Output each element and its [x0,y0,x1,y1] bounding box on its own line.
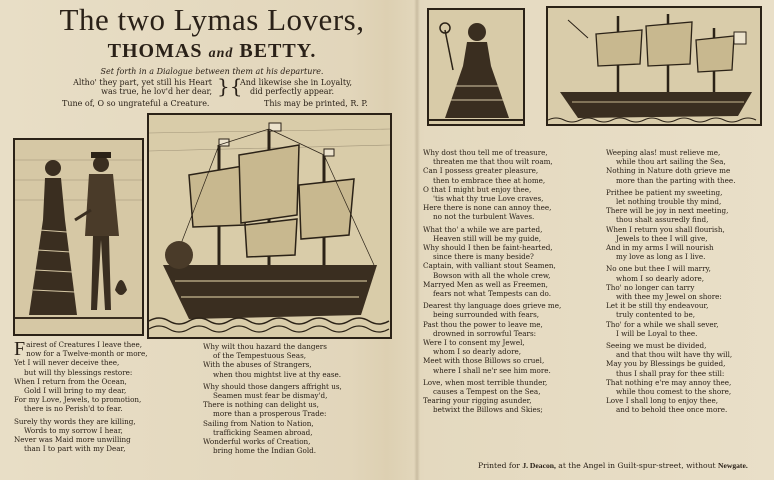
woodcut-ship-large [147,113,392,339]
verse-line: Seamen must fear be dismay'd, [213,391,328,401]
verse-line: Bowson with all the whole crew, [433,270,551,280]
argument-left [62,78,212,96]
verse-line: bring home the Indian Gold. [213,446,317,456]
verse-line: betwixt the Billows and Skies; [433,405,543,415]
argument-right-line: And likewise she in Loyalty, [240,78,353,87]
verse-column-2 [203,342,342,458]
verse-line: Never was Maid more unwilling [14,435,131,445]
argument-right [240,78,400,96]
imprint-prefix: Printed for [478,461,520,470]
imprint-printer: J. Deacon, [522,461,556,470]
verse-line: Sailing from Nation to Nation, [203,418,314,428]
subtitle-name-thomas: THOMAS [107,40,203,62]
verse-line: Tearing your rigging asunder, [423,396,532,406]
lady-illustration [429,10,523,124]
verse-line: let nothing trouble thy mind, [616,197,722,207]
verse-line: Were I to consent my Jewel, [423,338,525,348]
woodcut-lady [427,8,525,126]
verse-line: Dearest thy language does grieve me, [423,301,562,311]
verse-line: Here there is none can annoy thee, [423,203,552,213]
verse-line: thou shalt assuredly find, [616,215,709,225]
verse-line: O that I might but enjoy thee, [423,184,532,194]
verse-column-3 [423,148,561,418]
verse-line: trafficking Seamen abroad, [213,427,313,437]
verse-line: Love, when most terrible thunder, [423,377,548,387]
verse-line: Surely thy words they are killing, [14,416,136,426]
verse-line: of the Tempestuous Seas, [213,351,307,361]
verse-line: airest of Creatures I leave thee, [26,340,143,349]
brace-ornament: }{ [217,74,243,98]
woodcut-couple [13,138,144,336]
verse-line: now for a Twelve-month or more, [26,349,148,359]
verse-line: more than the parting with thee. [616,175,736,185]
argument-left-line: Altho' they part, yet still his Heart [73,78,212,87]
verse-line: Heaven still will be my guide, [433,233,542,243]
verse-line: Weeping alas! must relieve me, [606,148,721,157]
verse-column-1 [14,338,148,456]
stanza [423,378,561,415]
verse-line: Tho' no longer can tarry [606,282,695,292]
stanza [606,188,735,262]
verse-column-4 [606,148,735,418]
verse-line: When I return from the Ocean, [14,376,127,386]
stanza [606,148,735,185]
verse-line: I will be Loyal to thee. [616,328,698,338]
stanza [606,341,735,415]
stanza [203,382,342,456]
verse-line: while thou comest to the shore, [616,387,732,397]
verse-line: Seeing we must be divided, [606,341,707,351]
imprint-place: Newgate. [717,461,748,470]
verse-line: drowned in sorrowful Tears: [433,328,537,338]
tune-line: Tune of, O so ungrateful a Creature. [62,99,210,108]
verse-line: What tho' a while we are parted, [423,224,543,234]
verse-line: Jewels to thee I will give, [616,233,708,243]
stanza [14,417,145,454]
verse-line: Can I possess greater pleasure, [423,166,539,176]
verse-line: There is nothing can delight us, [203,400,319,410]
verse-line: Marryed Men as well as Freemen, [423,279,548,289]
couple-illustration [15,140,142,334]
ship-illustration [149,115,390,337]
verse-line: when thou mightst live at thy ease. [213,369,342,379]
stanza [423,301,561,375]
subtitle-and: and [208,46,234,61]
ballad-title: The two Lymas Lovers, [59,2,365,37]
ballad-subtitle [12,40,412,63]
stanza [606,264,735,338]
printer-imprint [478,461,748,470]
verse-line: Past thou the power to leave me, [423,319,543,329]
stanza [423,148,561,222]
stanza [14,338,148,414]
stanza [423,225,561,299]
verse-line: and to behold thee once more. [616,405,728,415]
verse-line: thus I shall pray for thee still: [616,368,725,378]
verse-line: Tho' for a while we shall sever, [606,319,719,329]
verse-line: Why should those dangers affright us, [203,381,342,391]
verse-line: there is no Perish'd to fear. [24,404,123,414]
argument-left-line: was true, he lov'd her dear, [101,87,212,96]
verse-line: That nothing e're may annoy thee, [606,377,732,387]
verse-line: No one but thee I will marry, [606,264,711,274]
verse-line: being surrounded with fears, [433,310,540,320]
verse-line: where I shall ne'r see him more. [433,365,551,375]
woodcut-ship-small [546,6,762,126]
verse-line: Nothing in Nature doth grieve me [606,166,731,176]
verse-line: while thou art sailing the Sea, [616,157,726,167]
verse-line: Gold I will bring to my dear, [24,386,127,396]
verse-line: and that thou wilt have thy will, [616,350,733,360]
verse-line: no not the turbulent Waves. [433,212,535,222]
verse-line: When I return you shall flourish, [606,224,725,234]
verse-line: Let it be still thy endeavour, [606,301,709,311]
paper-fold [414,0,420,480]
verse-line: with thee my Jewel on shore: [616,292,722,302]
drop-cap: F [14,338,26,360]
verse-line: 'tis what thy true Love craves, [433,194,544,204]
verse-line: For my Love, Jewels, to promotion, [14,395,142,405]
verse-line: but will thy blessings restore: [24,367,133,377]
verse-line: There will be joy in next meeting, [606,206,729,216]
stanza [203,342,342,379]
verse-line: With the abuses of Strangers, [203,360,312,370]
verse-line: Love I shall long to enjoy thee, [606,396,719,406]
argument-right-line: did perfectly appear. [250,87,335,96]
verse-line: Captain, with valliant stout Seamen, [423,261,556,271]
verse-line: Why wilt thou hazard the dangers [203,342,327,351]
imprint-middle: at the Angel in Guilt-spur-street, without [558,461,716,470]
small-ship-illustration [548,8,760,124]
verse-line: then to embrace thee at home, [433,175,546,185]
subtitle-name-betty: BETTY. [239,40,317,62]
license-line: This may be printed, R. P. [264,99,368,108]
verse-line: causes a Tempest on the Sea, [433,387,541,397]
verse-line: than I to part with my Dear, [24,444,126,454]
verse-line: whom I so dearly adore, [433,347,522,357]
verse-line: Meet with those Billows so cruel, [423,356,545,366]
verse-line: Yet I will never deceive thee, [14,358,120,368]
verse-line: May you by Blessings be guided, [606,359,726,369]
verse-line: more than a prosperous Trade: [213,409,327,419]
verse-line: fears not what Tempests can do. [433,289,551,299]
verse-line: And in my arms I will nourish [606,243,714,253]
verse-line: my love as long as I live. [616,252,706,262]
verse-line: threaten me that thou wilt roam, [433,157,553,167]
verse-line: Why should I then be faint-hearted, [423,243,553,253]
ballad-description: Set forth in a Dialogue between them at his departure. [100,67,324,76]
verse-line: whom I so dearly adore, [616,273,705,283]
verse-line: Prithee be patient my sweeting, [606,187,723,197]
verse-line: truly contented to be, [616,310,696,320]
verse-line: Wonderful works of Creation, [203,437,311,447]
verse-line: Why dost thou tell me of treasure, [423,148,548,157]
verse-line: since there is many beside? [433,252,534,262]
verse-line: Words to my sorrow I hear, [24,425,123,435]
